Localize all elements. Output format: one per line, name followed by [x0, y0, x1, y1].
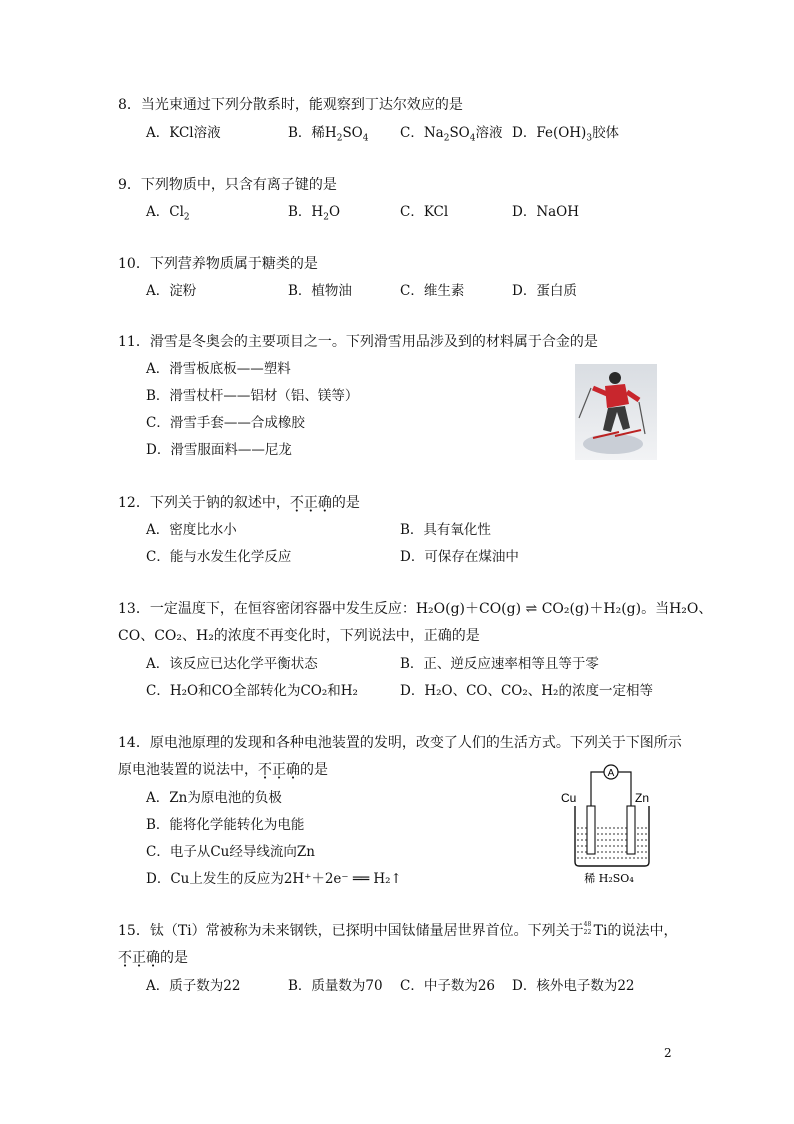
zn-electrode — [627, 806, 635, 854]
q12-option-d: D．可保存在煤油中 — [400, 549, 519, 565]
q8-option-a: A．KCl溶液 — [146, 125, 221, 141]
zn-label: Zn — [635, 791, 650, 805]
q10-option-b: B．植物油 — [288, 283, 352, 299]
q13-option-c: C．H₂O和CO全部转化为CO₂和H₂ — [146, 683, 358, 699]
q15-option-c: C．中子数为26 — [400, 978, 496, 994]
page-number: 2 — [664, 1046, 672, 1060]
q14-option-b: B．能将化学能转化为电能 — [146, 817, 305, 833]
q9-option-a: A．$Cl_2$ — [146, 204, 190, 223]
question-14-stem-line2: 原电池装置的说法中，不正确的是 — [118, 762, 328, 778]
q10-option-d: D．蛋白质 — [512, 283, 577, 299]
q10-option-a: A．淀粉 — [146, 283, 197, 299]
q10-option-c: C．维生素 — [400, 283, 465, 299]
skier-photo — [575, 364, 657, 460]
q8-option-b: B．稀$H_2SO_4$ — [288, 125, 369, 144]
q8-option-c: C．$Na_2SO_4$溶液 — [400, 125, 503, 144]
q11-option-b: B．滑雪杖杆——铝材（铝、镁等） — [146, 388, 359, 404]
beaker — [575, 806, 649, 866]
q11-option-d: D．滑雪服面料——尼龙 — [146, 442, 292, 458]
q15-option-b: B．质量数为70 — [288, 978, 383, 994]
question-11-stem: 11．滑雪是冬奥会的主要项目之一。下列滑雪用品涉及到的材料属于合金的是 — [118, 334, 598, 350]
q9-option-b: B．$H_2O$ — [288, 204, 341, 223]
q9-option-c: C．KCl — [400, 204, 449, 220]
electrolyte-label: 稀 H₂SO₄ — [584, 872, 634, 884]
question-14-stem-line1: 14．原电池原理的发现和各种电池装置的发明，改变了人们的生活方式。下列关于下图所示 — [118, 735, 682, 751]
cu-label: Cu — [561, 791, 577, 805]
cu-electrode — [587, 806, 595, 854]
q12-option-c: C．能与水发生化学反应 — [146, 549, 292, 565]
q13-option-b: B．正、逆反应速率相等且等于零 — [400, 656, 599, 672]
galvanic-cell-diagram — [553, 762, 663, 884]
q14-option-d: D．Cu上发生的反应为2H⁺＋2e⁻ ══ H₂↑ — [146, 871, 402, 887]
q14-option-a: A．Zn为原电池的负极 — [146, 790, 282, 806]
question-9-stem: 9．下列物质中，只含有离子键的是 — [118, 177, 337, 193]
question-13-stem-line2: CO、CO₂、H₂的浓度不再变化时，下列说法中，正确的是 — [118, 628, 480, 644]
question-15-stem-line1: 15．钛（Ti）常被称为未来钢铁，已探明中国钛储量居世界首位。下列关于 48 22 Ti的说法中， — [118, 921, 678, 939]
q11-option-a: A．滑雪板底板——塑料 — [146, 361, 291, 377]
q12-option-a: A．密度比水小 — [146, 522, 237, 538]
question-13-stem-line1: 13．一定温度下，在恒容密闭容器中发生反应：H₂O(g)＋CO(g) ⇌ CO₂(g)＋H₂(g)。当H₂O、 — [118, 601, 713, 617]
question-8-stem: 8．当光束通过下列分散系时，能观察到丁达尔效应的是 — [118, 97, 463, 113]
q15-option-d: D．核外电子数为22 — [512, 978, 635, 994]
q15-option-a: A．质子数为22 — [146, 978, 241, 994]
ammeter-label: A — [607, 768, 615, 779]
q14-option-c: C．电子从Cu经导线流向Zn — [146, 844, 315, 860]
q13-option-d: D．H₂O、CO、CO₂、H₂的浓度一定相等 — [400, 683, 653, 699]
q8-option-d: D．$Fe(OH)_3$胶体 — [512, 125, 620, 144]
q9-option-d: D．NaOH — [512, 204, 580, 220]
question-15-stem-line2: 不正确的是 — [118, 950, 188, 966]
q11-option-c: C．滑雪手套——合成橡胶 — [146, 415, 305, 431]
q12-option-b: B．具有氧化性 — [400, 522, 491, 538]
question-12-stem: 12．下列关于钠的叙述中，不正确的是 — [118, 495, 360, 511]
question-10-stem: 10．下列营养物质属于糖类的是 — [118, 256, 318, 272]
q13-option-a: A．该反应已达化学平衡状态 — [146, 656, 318, 672]
